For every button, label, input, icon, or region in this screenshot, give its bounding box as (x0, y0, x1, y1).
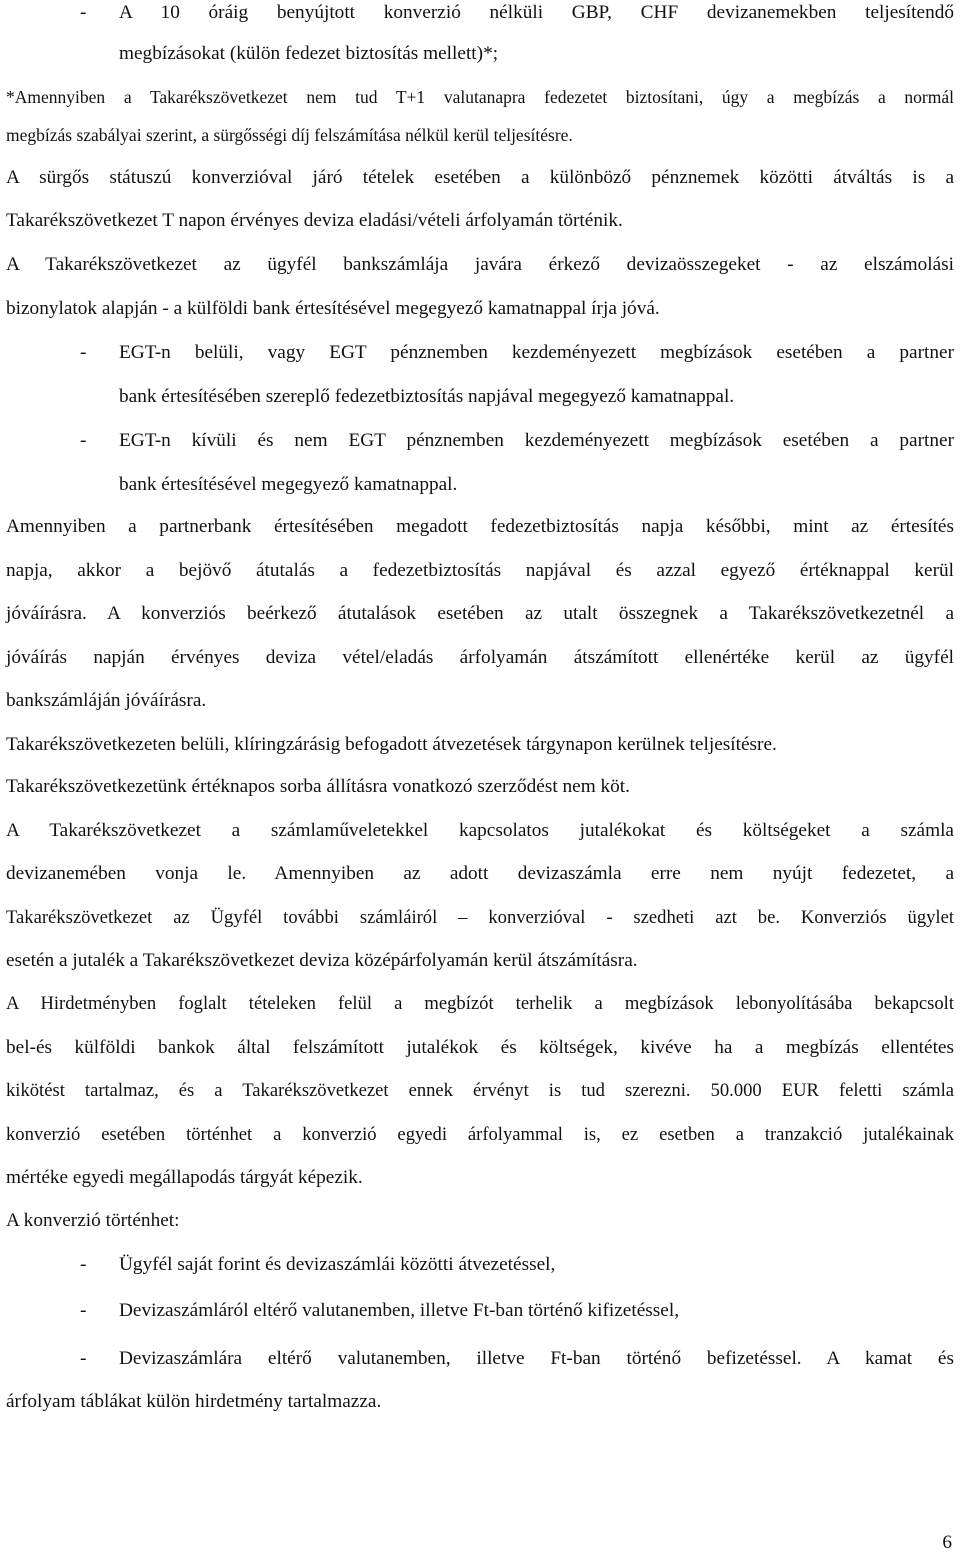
text-line: bel-és külföldi bankok által felszámított jutalékok és költségek, kivéve ha a megbízás ellentétes (6, 1037, 954, 1058)
text-line: A konverzió történhet: (6, 1210, 180, 1231)
text-line: devizanemében vonja le. Amennyiben az adott devizaszámla erre nem nyújt fedezetet, a (6, 863, 954, 884)
page-number: 6 (942, 1532, 952, 1553)
text-line: megbízásokat (külön fedezet biztosítás mellett)*; (119, 43, 499, 64)
text-line: Takarékszövetkezet T napon érvényes deviza eladási/vételi árfolyamán történik. (6, 210, 623, 231)
text-line: bank értesítésével megegyező kamatnappal. (119, 474, 458, 495)
text-line: Takarékszövetkezeten belüli, klíringzárásig befogadott átvezetések tárgynapon kerülnek teljesítésre. (6, 734, 777, 755)
text-line: Takarékszövetkezet az Ügyfél további számláiról – konverzióval - szedheti azt be. Konverziós ügylet (6, 907, 954, 928)
text-line: mértéke egyedi megállapodás tárgyát képezik. (6, 1167, 363, 1188)
text-line: megbízás szabályai szerint, a sürgősségi díj felszámítása nélkül kerül teljesítésre. (6, 125, 573, 145)
list-dash: - (80, 1348, 87, 1369)
text-line: bizonylatok alapján - a külföldi bank értesítésével megegyező kamatnappal írja jóvá. (6, 298, 660, 319)
text-line: napja, akkor a bejövő átutalás a fedezetbiztosítás napjával és azzal egyező értéknappal kerül (6, 560, 954, 581)
text-line: A Takarékszövetkezet a számlaműveletekkel kapcsolatos jutalékokat és költségeket a számla (6, 820, 954, 841)
text-line: A Takarékszövetkezet az ügyfél bankszámlája javára érkező devizaösszegeket - az elszámolási (6, 254, 954, 275)
list-dash: - (80, 430, 87, 451)
text-line: A Hirdetményben foglalt tételeken felül a megbízót terhelik a megbízások lebonyolításába bekapcsolt (6, 993, 954, 1014)
text-line: Ügyfél saját forint és devizaszámlái közötti átvezetéssel, (119, 1254, 556, 1275)
list-dash: - (80, 2, 87, 23)
text-line: A sürgős státuszú konverzióval járó tételek esetében a különböző pénznemek közötti átváltás is a (6, 167, 954, 188)
text-line: bank értesítésében szereplő fedezetbiztosítás napjával megegyező kamatnappal. (119, 386, 735, 407)
text-line: jóváírásra. A konverziós beérkező átutalások esetében az utalt összegnek a Takarékszövetkezetnél a (6, 603, 954, 624)
text-line: EGT-n kívüli és nem EGT pénznemben kezdeményezett megbízások esetében a partner (119, 430, 954, 451)
text-line: árfolyam táblákat külön hirdetmény tartalmazza. (6, 1391, 382, 1412)
text-line: esetén a jutalék a Takarékszövetkezet deviza középárfolyamán kerül átszámításra. (6, 950, 638, 971)
list-dash: - (80, 1300, 87, 1321)
text-line: Devizaszámlára eltérő valutanemben, illetve Ft-ban történő befizetéssel. A kamat és (119, 1348, 954, 1369)
text-line: konverzió esetében történhet a konverzió egyedi árfolyammal is, ez esetben a tranzakció jutalékainak (6, 1124, 954, 1145)
text-line: jóváírás napján érvényes deviza vétel/eladás árfolyamán átszámított ellenértéke kerül az ügyfél (6, 647, 954, 668)
text-line: bankszámláján jóváírásra. (6, 690, 207, 711)
text-line: *Amennyiben a Takarékszövetkezet nem tud T+1 valutanapra fedezetet biztosítani, úgy a megbízás a normál (6, 87, 954, 107)
text-line: Takarékszövetkezetünk értéknapos sorba állításra vonatkozó szerződést nem köt. (6, 776, 630, 797)
text-line: kikötést tartalmaz, és a Takarékszövetkezet ennek érvényt is tud szerezni. 50.000 EUR feletti számla (6, 1080, 954, 1101)
list-dash: - (80, 1254, 87, 1275)
text-line: Amennyiben a partnerbank értesítésében megadott fedezetbiztosítás napja későbbi, mint az értesítés (6, 516, 954, 537)
text-line: A 10 óráig benyújtott konverzió nélküli GBP, CHF devizanemekben teljesítendő (119, 2, 954, 23)
text-line: EGT-n belüli, vagy EGT pénznemben kezdeményezett megbízások esetében a partner (119, 342, 954, 363)
text-line: Devizaszámláról eltérő valutanemben, illetve Ft-ban történő kifizetéssel, (119, 1300, 680, 1321)
list-dash: - (80, 342, 87, 363)
